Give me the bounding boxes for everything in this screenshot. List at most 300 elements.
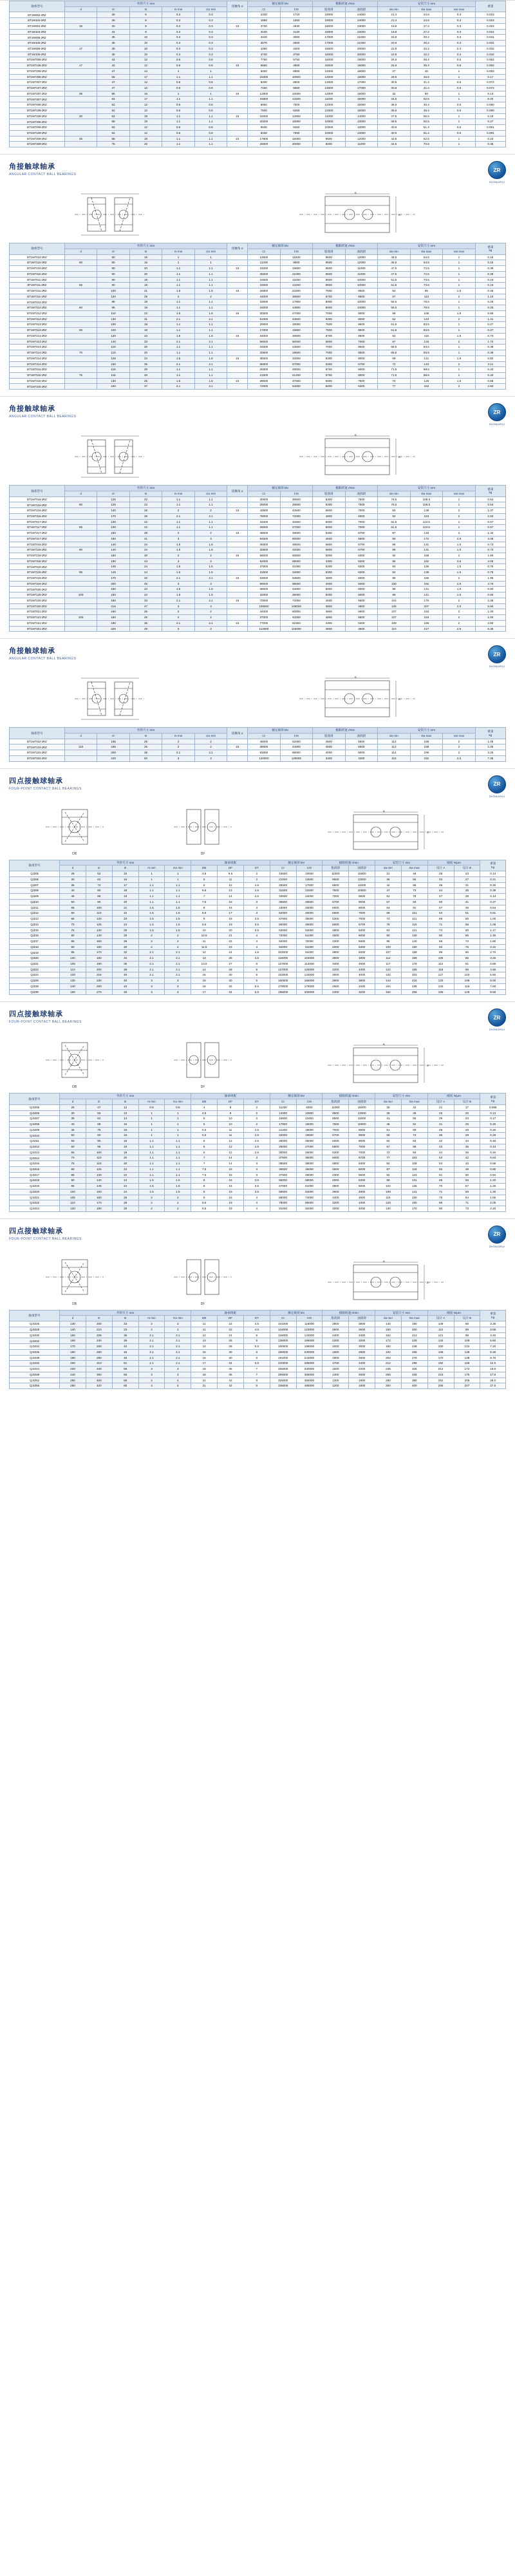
cell-value: 170 <box>86 1200 112 1206</box>
cell-value: 18000 <box>313 23 346 29</box>
diagram-qj-pair <box>167 1253 238 1306</box>
col-D: D <box>97 734 130 739</box>
cell-value: 2.1 <box>162 598 195 603</box>
cell-value: 0.43 <box>480 1144 506 1150</box>
table-row <box>10 1178 506 1184</box>
cell-value: 4800 <box>323 1161 349 1167</box>
cell-value: 19 <box>218 1200 244 1206</box>
col-D: D <box>97 6 130 12</box>
cell-value: 16.5 <box>480 1367 506 1372</box>
cell-value: 10000 <box>280 91 313 97</box>
cell-value: 25.6 <box>378 57 411 63</box>
cell-value: 2.1 <box>165 1344 191 1350</box>
cell-value: 4000 <box>349 1206 375 1212</box>
cell-value: 9 <box>129 23 162 29</box>
cell-value: 23000 <box>345 29 378 35</box>
cell-value <box>64 322 97 328</box>
cell-value: 1 <box>194 68 227 74</box>
col-cr: Cr <box>248 249 281 254</box>
cell-value: 104 <box>375 1184 402 1189</box>
cell-value: 71 <box>454 1200 480 1206</box>
cell-value: 3 <box>165 983 191 989</box>
cell-value: 26.0 <box>480 1378 506 1383</box>
cell-value: 3 <box>138 1372 165 1378</box>
cell-value: 2 <box>443 294 476 299</box>
svg-text:B: B <box>383 1259 385 1263</box>
cell-value: 10000 <box>345 283 378 289</box>
cell-value: 36 <box>454 1150 480 1155</box>
cell-value: 54 <box>378 288 411 294</box>
table-row <box>10 1104 506 1110</box>
cell-value: 150 <box>86 938 112 944</box>
cell-value: 485000 <box>296 1383 323 1389</box>
cell-bearing-no: BT1W7121-2RZ <box>10 615 65 621</box>
cell-value <box>64 86 97 91</box>
cell-bearing-no: QJ216 <box>10 933 60 939</box>
cell-value <box>227 564 248 570</box>
cell-value: 8300 <box>296 1104 323 1110</box>
cell-bearing-no: BT1W7313-2RZ <box>10 339 65 345</box>
cell-value: 45000 <box>296 916 323 922</box>
cell-value: 1.1 <box>194 525 227 531</box>
cell-value: 50 <box>410 91 443 97</box>
cell-value: 80 <box>97 260 130 266</box>
cell-value: 17000 <box>248 328 281 334</box>
catalog-section <box>0 638 515 761</box>
cell-value: 2.1 <box>162 575 195 581</box>
diagram-caption-qf: DF <box>200 851 205 856</box>
cell-value: 0.3 <box>162 23 195 29</box>
cell-value: 65 <box>64 328 97 334</box>
cell-value: 44000 <box>280 744 313 750</box>
col-group-speed: 极限转速 r/min <box>323 860 375 866</box>
col-bearing-no: 轴承型号 <box>10 860 60 871</box>
table-row <box>10 1127 506 1133</box>
col-cr: Cr <box>248 6 281 12</box>
cell-value: 22 <box>218 938 244 944</box>
cell-value: 8000 <box>345 367 378 373</box>
cell-value: 170 <box>427 1355 454 1361</box>
cell-value: 6 <box>243 1355 270 1361</box>
cell-value <box>64 288 97 294</box>
cell-value: 13.5 <box>191 961 218 967</box>
table-row <box>10 316 506 322</box>
cell-value: 5 <box>243 961 270 967</box>
cell-value: 1 <box>138 1127 165 1133</box>
table-row <box>10 283 506 289</box>
cell-value: 100 <box>86 905 112 911</box>
cell-value: 1 <box>443 345 476 350</box>
col-oil: 油润滑 <box>349 866 375 871</box>
cell-value: 60000 <box>270 922 296 927</box>
cell-value <box>227 316 248 322</box>
cell-value: 125 <box>86 922 112 927</box>
cell-value: 2 <box>162 615 195 621</box>
cell-value: 4300 <box>349 967 375 972</box>
diagram-strip <box>0 1034 515 1093</box>
cell-value: 115 <box>86 1161 112 1167</box>
cell-value <box>227 615 248 621</box>
cell-value: 105 <box>60 1195 86 1200</box>
cell-bearing-no: BT1W7308-2RZ <box>10 119 65 125</box>
cell-value: 1.5 <box>443 570 476 576</box>
cell-bearing-no: BT1W104-2RZ <box>10 29 65 35</box>
cell-value: 4300 <box>313 620 346 626</box>
cell-value <box>227 46 248 52</box>
cell-value: 0.031 <box>475 35 505 41</box>
cell-value: 16 <box>112 1127 138 1133</box>
cell-bearing-no: BT1W7209-2RZ <box>10 136 65 142</box>
cell-value: 1.07 <box>475 508 505 514</box>
col-bearing-no: 轴承型号 <box>10 243 65 254</box>
cell-value: 2.5 <box>243 882 270 888</box>
cell-value: 280 <box>86 1349 112 1355</box>
cell-value: 18 <box>218 916 244 922</box>
cell-value: 1 <box>443 254 476 260</box>
cell-value: 20 <box>129 142 162 147</box>
cell-value: 31 <box>375 871 402 877</box>
cell-value: 15 <box>218 1172 244 1178</box>
cell-value: 4800 <box>313 609 346 615</box>
cell-value: 6.5 <box>191 888 218 894</box>
cell-value: 15 <box>227 575 248 581</box>
cell-value: 110 <box>64 744 97 750</box>
spec-table-continued <box>9 1 506 147</box>
cell-value: 2.5 <box>443 755 476 761</box>
cell-value: 0.17 <box>480 1116 506 1122</box>
cell-value <box>227 283 248 289</box>
cell-value: 19 <box>129 136 162 142</box>
cell-value: 2 <box>443 361 476 367</box>
cell-value: 1 <box>443 277 476 283</box>
cell-value: 26 <box>129 739 162 744</box>
cell-value: 10000 <box>345 299 378 305</box>
cell-value: 23 <box>454 1116 480 1122</box>
cell-value: 15 <box>227 288 248 294</box>
cell-value: 44000 <box>248 294 281 299</box>
cell-value: 0.13 <box>475 91 505 97</box>
cell-value: 8000 <box>349 1139 375 1144</box>
cell-value: 0.3 <box>443 29 476 35</box>
cell-value: 285000 <box>296 1361 323 1367</box>
spec-table <box>9 860 506 996</box>
cell-value: 4 <box>243 944 270 950</box>
col-oil: 油润滑 <box>345 734 378 739</box>
cell-value: 92000 <box>296 1206 323 1212</box>
cell-value: 26 <box>112 933 138 939</box>
col-group-dimensions: 外形尺寸 mm <box>64 728 227 734</box>
cell-value <box>227 384 248 390</box>
cell-value: 116 <box>401 922 427 927</box>
cell-bearing-no: BT1W7322-2RZ <box>10 755 65 761</box>
cell-value: 1.72 <box>475 339 505 345</box>
cell-value: 17800 <box>270 1121 296 1127</box>
col-B: B <box>129 734 162 739</box>
cell-value: 15600 <box>280 328 313 334</box>
cell-value: 66.5 <box>378 345 411 350</box>
cell-value: 1.5 <box>194 547 227 553</box>
cell-value: 150 <box>97 587 130 592</box>
cell-value: 212 <box>427 1367 454 1372</box>
cell-value: 83.5 <box>410 322 443 328</box>
cell-value: 1.5 <box>162 592 195 598</box>
cell-value <box>227 350 248 356</box>
cell-value: 63 <box>427 911 454 916</box>
cell-value: 2 <box>443 316 476 322</box>
cell-value: 1.5 <box>194 310 227 316</box>
title-block <box>9 403 76 419</box>
cell-value: 15 <box>227 333 248 339</box>
cell-value: 1 <box>165 1110 191 1116</box>
cell-value: 5.50 <box>480 1338 506 1344</box>
cell-value: 12900 <box>248 91 281 97</box>
col-grease: 脂润滑 <box>313 6 346 12</box>
table-row <box>10 1172 506 1178</box>
cell-value: 2 <box>165 1200 191 1206</box>
cell-value: 93 <box>401 1150 427 1155</box>
brand-logo <box>488 161 506 184</box>
cell-value: 6 <box>191 1139 218 1144</box>
cell-value: 91 <box>401 905 427 911</box>
cell-value: 7000 <box>345 508 378 514</box>
cell-value: 143000 <box>296 1332 323 1338</box>
cell-value: 3600 <box>323 1189 349 1195</box>
cell-value: 8 <box>129 12 162 18</box>
cell-value: 3000 <box>323 972 349 978</box>
cell-value: 140 <box>97 547 130 553</box>
cell-bearing-no: BT1W7112-2RZ <box>10 305 65 311</box>
cell-value: 18 <box>112 1150 138 1155</box>
cell-bearing-no: QJ222 <box>10 967 60 972</box>
cell-value: 6300 <box>349 1161 375 1167</box>
cell-value: 7 <box>243 1367 270 1372</box>
table-row <box>10 367 506 373</box>
cell-value: 7750 <box>248 57 281 63</box>
col-Da: Da max <box>401 866 427 871</box>
cell-value: 35 <box>97 52 130 57</box>
col-contact-angle: 接触角 α <box>227 486 248 497</box>
col-Da: Da max <box>410 249 443 254</box>
cell-value: 28 <box>112 938 138 944</box>
cell-value: 14 <box>129 68 162 74</box>
table-row <box>10 91 506 97</box>
cell-value: 20 <box>129 372 162 378</box>
table-row <box>10 592 506 598</box>
table-row <box>10 384 506 390</box>
table-row <box>10 68 506 74</box>
cell-value: 2.1 <box>162 339 195 345</box>
cell-value: 3.5 <box>243 922 270 927</box>
cell-bearing-no: QJ218 <box>10 944 60 950</box>
cell-value: 5550 <box>280 86 313 91</box>
cell-value: 1.80 <box>480 938 506 944</box>
cell-value: 138 <box>410 508 443 514</box>
cell-value: 1.5 <box>165 911 191 916</box>
cell-value: 37000 <box>248 615 281 621</box>
cell-value: 19000 <box>345 57 378 63</box>
cell-value: 45000 <box>248 739 281 744</box>
cell-value: 0.88 <box>475 378 505 384</box>
cell-value: 56 <box>401 876 427 882</box>
cell-value: 30 <box>60 876 86 882</box>
cell-value: 4500 <box>313 536 346 542</box>
cell-value: 225 <box>97 626 130 632</box>
cell-value: 10 <box>129 46 162 52</box>
cell-value: 68000 <box>270 1195 296 1200</box>
col-rs: rs min <box>162 734 195 739</box>
cell-value: 190 <box>86 961 112 967</box>
cell-value: 37500 <box>248 564 281 570</box>
cell-value: 16 <box>112 1133 138 1139</box>
cell-value: 1.5 <box>194 542 227 547</box>
cell-value: 2 <box>443 744 476 750</box>
cell-value: 3800 <box>323 950 349 956</box>
cell-value <box>227 755 248 761</box>
col-group-load: 额定载荷 kN <box>248 728 313 734</box>
cell-value: 156 <box>454 1361 480 1367</box>
cell-value: 6700 <box>345 361 378 367</box>
cell-value: 32 <box>129 575 162 581</box>
cell-value: 4300 <box>323 1172 349 1178</box>
cell-value: 4800 <box>313 615 346 621</box>
cell-value: 9500 <box>323 876 349 882</box>
cell-value: 14 <box>112 1116 138 1122</box>
cell-value: 51 <box>112 1361 138 1367</box>
cell-value: 42 <box>97 63 130 69</box>
col-group-dimensions: 外形尺寸 mm <box>64 1 227 7</box>
cell-value <box>64 355 97 361</box>
cell-value: 0.25 <box>475 299 505 305</box>
cell-value: 5600 <box>313 339 346 345</box>
cell-value: 12 <box>129 130 162 136</box>
cell-value: 400 <box>401 1383 427 1389</box>
cell-value: 39000 <box>248 378 281 384</box>
cell-value: 310 <box>86 1361 112 1367</box>
cell-value: 41 <box>454 899 480 905</box>
cell-value: 59 <box>378 310 411 316</box>
cell-value: 19.8 <box>378 29 411 35</box>
cell-value: 5000 <box>345 581 378 587</box>
cell-value: 217 <box>410 626 443 632</box>
cell-value: 125 <box>97 355 130 361</box>
cell-value: 62 <box>97 130 130 136</box>
cell-value: 1.5 <box>165 905 191 911</box>
bearing-dimension-drawing <box>261 190 454 239</box>
cell-value: 22.8 <box>378 52 411 57</box>
cell-value: 17 <box>64 63 97 69</box>
cell-value: 83000 <box>248 750 281 756</box>
cell-bearing-no: QJ1011 <box>10 1139 60 1144</box>
cell-value: 28 <box>427 871 454 877</box>
cell-value: 7 <box>191 1155 218 1161</box>
cell-value: 18000 <box>313 29 346 35</box>
cell-value: 100 <box>60 1189 86 1195</box>
cell-value: 298 <box>401 1361 427 1367</box>
cell-value: 1.5 <box>138 911 165 916</box>
cell-value: 1 <box>194 91 227 97</box>
cell-value: 160 <box>97 609 130 615</box>
cell-value: 15 <box>227 508 248 514</box>
cell-value: 6700 <box>313 372 346 378</box>
cell-value: 140 <box>86 933 112 939</box>
cell-value: 9250 <box>248 68 281 74</box>
table-row <box>10 108 506 113</box>
cell-value: 158 <box>410 739 443 744</box>
cell-value: 42 <box>427 1139 454 1144</box>
cell-value <box>64 361 97 367</box>
cell-value: 20.8 <box>378 35 411 41</box>
cell-value <box>64 294 97 299</box>
cell-value: 1.1 <box>194 299 227 305</box>
cell-value: 140 <box>97 508 130 514</box>
cell-value: 6700 <box>313 294 346 299</box>
cell-value: 5600 <box>345 744 378 750</box>
cell-value: 115 <box>375 1195 402 1200</box>
cell-value: 56000 <box>270 1178 296 1184</box>
cell-value: 30000 <box>270 1150 296 1155</box>
cell-value: 20 <box>218 927 244 933</box>
cell-value <box>64 519 97 525</box>
table-row <box>10 142 506 147</box>
col-r1s: r1s min <box>194 734 227 739</box>
cell-value: 5600 <box>345 536 378 542</box>
cell-value: 78.5 <box>410 305 443 311</box>
cell-bearing-no: BT1W7309-2RZ <box>10 142 65 147</box>
cell-value: 0.14 <box>480 871 506 877</box>
cell-value: 17 <box>112 882 138 888</box>
cell-bearing-no: QJ1014 <box>10 1155 60 1161</box>
cell-value: 30 <box>218 1349 244 1355</box>
cell-value: 15 <box>227 598 248 603</box>
cell-value: 19 <box>218 922 244 927</box>
cell-value: 80 <box>64 502 97 508</box>
cell-value: 0.6 <box>194 86 227 91</box>
cell-value: 4 <box>243 1206 270 1212</box>
cell-value: 57 <box>454 1184 480 1189</box>
cell-value: 150 <box>86 1189 112 1195</box>
cell-value: 2.1 <box>194 361 227 367</box>
cell-value: 165 <box>97 739 130 744</box>
cell-value: 25 <box>427 1110 454 1116</box>
table-row <box>10 739 506 744</box>
col-da: da min <box>378 491 411 497</box>
col-group-dimensions: 外形尺寸 mm <box>60 1094 191 1099</box>
cell-value: 8000 <box>313 299 346 305</box>
table-row <box>10 277 506 283</box>
cell-value: 104000 <box>270 950 296 956</box>
cell-value: 9500 <box>345 328 378 334</box>
cell-value: 22.8 <box>378 46 411 52</box>
cell-value: 42000 <box>280 615 313 621</box>
cell-value: 10 <box>129 41 162 46</box>
cell-value: 150 <box>375 1327 402 1332</box>
cell-value: 160 <box>86 944 112 950</box>
cell-value: 1.1 <box>138 1166 165 1172</box>
col-Da: Da max <box>410 734 443 739</box>
cell-value: 2.1 <box>165 1355 191 1361</box>
cell-value: 190 <box>97 558 130 564</box>
cell-bearing-no: BT1W002-2RZ <box>10 12 65 18</box>
cell-value: 0.6 <box>443 102 476 108</box>
cell-bearing-no: BT1W7115-2RZ <box>10 372 65 378</box>
cell-value: 45 <box>129 581 162 587</box>
cell-value: 1.1 <box>138 1139 165 1144</box>
cell-value: 130 <box>60 978 86 984</box>
cell-bearing-no: QJ215 <box>10 927 60 933</box>
cell-value <box>64 271 97 277</box>
diagram-qj-single <box>39 803 110 856</box>
cell-value: 71 <box>427 1189 454 1195</box>
